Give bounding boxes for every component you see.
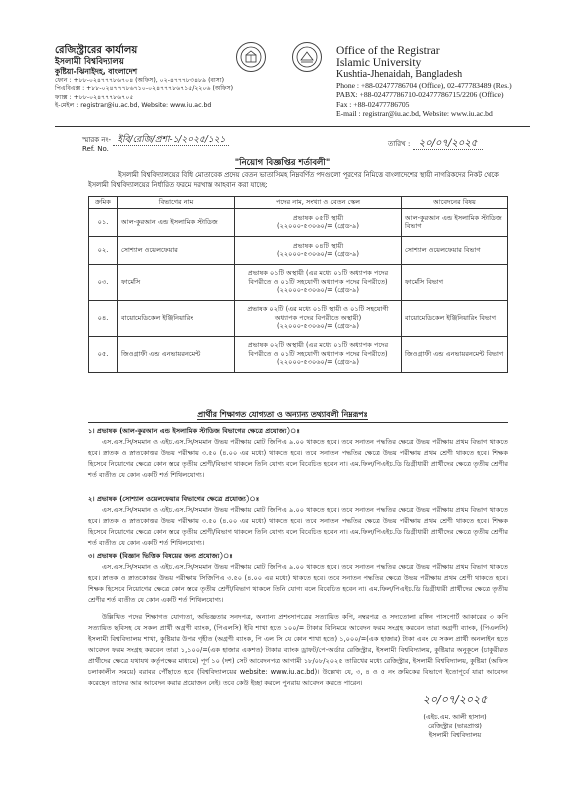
seal-icon xyxy=(240,46,262,68)
row-subject: জিওগ্রাফী এন্ড এনভায়রনমেন্ট বিভাগ xyxy=(402,336,508,372)
phone-bn: ফোন : +৮৮-০২৪৭৭৭৮৬৭০৪ (অফিস), ০২-৪৭৭৭৮৩৪৮৯ (বাসা) xyxy=(55,77,225,84)
university-name-bn: ইসলামী বিশ্ববিদ্যালয় xyxy=(55,57,124,67)
pabx-bn: পিএবিএক্স : +৮৮-০২৪৭৭৭৮৬৭১০-০২৪৭৭৭৮৬৭১৫/২২০৬ (অফিস) xyxy=(55,85,234,93)
row-serial: ০৫. xyxy=(89,336,118,372)
university-seal-logo xyxy=(236,42,266,72)
intro-paragraph: ইসলামী বিশ্ববিদ্যালয়ের বিধি মোতাবেক প্রদেয় বেতন ভাতাসিমহ নিম্নবর্ণিত পদগুলো পূরণের নিমিত্তে বাংলাদেশের স্থায়ী নাগরিকদের নিকট থেকে ইসলামী বিশ্ববিদ্যালয়ের নির্ধারিত ফরমে দরখাস্ত আহবান করা যাচ্ছে: xyxy=(88,171,499,189)
letterhead-bangla xyxy=(55,45,235,111)
qualification-divider xyxy=(88,422,508,423)
row-subject: বায়োমেডিকেল ইঞ্জিনিয়ারিং বিভাগ xyxy=(402,300,508,336)
emblem-icon xyxy=(296,46,318,68)
row-department: আল-কুরআন এন্ড ইসলামিক স্টাডিজ xyxy=(118,208,235,236)
ref-label: স্মারক নং- xyxy=(82,136,112,144)
posts-table xyxy=(88,196,508,373)
signature-block xyxy=(400,695,510,740)
section-3-heading: ৩। প্রভাষক (বিজ্ঞান ভিত্তিক বিষয়ের জন্য প্রযোজ্য)ঃ xyxy=(88,552,233,560)
col-post-pay: পদের নাম, সংখ্যা ও বেতন স্কেল xyxy=(235,197,402,209)
row-department: সোশ্যাল ওয়েলফেয়ার xyxy=(118,236,235,264)
letterhead-divider xyxy=(55,126,530,127)
fax-en: Fax : +88-02477786705 xyxy=(336,99,410,109)
notice-title: "নিয়োগ বিজ্ঞপ্তির শর্তাবলী" xyxy=(234,158,331,168)
row-post-pay: প্রভাষক ০২টি (এর মধ্যে ০১টি স্থায়ী ও ০১টি সহযোগী অধ্যাপক পদের বিপরীতে অস্থায়ী) (২২০০০-৫৩০৬০/= (গ্রেড-৯) xyxy=(235,300,402,336)
section-1-heading: ১। প্রভাষক (আল-কুরআন এন্ড ইসলামিক স্টাডিজ বিভাগের ক্ষেত্রে প্রযোজ্য)ঃ xyxy=(88,427,300,435)
email-en: E-mail : registrar@iu.ac.bd, Website: www.iu.ac.bd xyxy=(336,109,493,119)
date-label: তারিখ : xyxy=(388,140,411,148)
issue-date xyxy=(388,136,483,153)
application-instructions xyxy=(88,612,508,689)
col-serial: ক্রমিক xyxy=(89,197,118,209)
col-department: বিভাগের নাম xyxy=(118,197,235,209)
row-department: বায়োমেডিকেল ইঞ্জিনিয়ারিং xyxy=(118,300,235,336)
pabx-en: PABX: +88-02477786710-02477786715/2206 (Office) xyxy=(336,90,504,100)
row-serial: ০৪. xyxy=(89,300,118,336)
row-subject: সোশ্যাল ওয়েলফেয়ার বিভাগ xyxy=(402,236,508,264)
table-row xyxy=(89,300,508,336)
signatory-org: ইসলামী বিশ্ববিদ্যালয় xyxy=(428,731,482,739)
email-bn: ই-মেইল : registrar@iu.ac.bd, Website: www.iu.ac.bd xyxy=(55,102,212,110)
section-3 xyxy=(88,551,508,606)
table-header-row xyxy=(89,197,508,209)
university-emblem-logo xyxy=(292,42,322,72)
table-row xyxy=(89,336,508,372)
location-bn: কুষ্টিয়া-ঝিনাইদহ, বাংলাদেশ xyxy=(55,67,138,76)
row-subject: ফার্মেসি বিভাগ xyxy=(402,264,508,300)
location-en: Kushtia-Jhenaidah, Bangladesh xyxy=(336,69,463,80)
ref-value: ইবি/রেজি/প্রশা-১/২০২৫/১২১ xyxy=(113,135,229,146)
section-1-body: এস.এস.সি/সমমান ও এইচ.এস.সি/সমমান উভয় পরীক্ষায় মোট জিপিএ ৯.০০ থাকতে হবে। তবে সনাতন পদ্ধতির ক্ষেত্রে উভয় পরীক্ষায় প্রথম বিভাগ থাকতে হবে। স্নাতক ও স্নাতকোত্তর উভয় পরীক্ষায় ৩.৫০ (৪.০০ এর মধ্যে) থাকতে হবে। তবে সনাতন পদ্ধতির ক্ষেত্রে উভয় পরীক্ষায় প্রথম শ্রেণী থাকতে হবে। শিক্ষক হিসেবে নিয়োগের ক্ষেত্রে কোন স্তরে তৃতীয় শ্রেণী/বিভাগ থাকলে তিনি যোগ্য বলে বিবেচিত হবেন না। এম.ফিল/পিএইচ.ডি ডিগ্রীধারী প্রার্থীদের ক্ষেত্রে তৃতীয় শ্রেণীর শর্ত ব্যতীত যে কোন একটি শর্ত শিথিলযোগ্য। xyxy=(88,438,508,479)
row-post-pay: প্রভাষক ০৫টি স্থায়ী (২২০০০-৫৩০৬০/= (গ্রেড-৯) xyxy=(235,208,402,236)
section-3-body: এস.এস.সি/সমমান ও এইচ.এস.সি/সমমান উভয় পরীক্ষায় মোট জিপিএ ৯.০০ থাকতে হবে। তবে সনাতন পদ্ধতির ক্ষেত্রে উভয় পরীক্ষায় প্রথম বিভাগ থাকতে হবে। স্নাতক ও স্নাতকোত্তর উভয় পরীক্ষায় সিজিপিএ ৩.৫০ (৪.০০ এর মধ্যে) থাকতে হবে। তবে সনাতন পদ্ধতির ক্ষেত্রে উভয় পরীক্ষায় প্রথম শ্রেণী থাকতে হবে। শিক্ষক হিসেবে নিয়োগের ক্ষেত্রে কোন স্তরে তৃতীয় শ্রেণী/বিভাগ থাকলে তিনি যোগ্য বলে বিবেচিত হবেন না। এম.ফিল/পিএইচ.ডি ডিগ্রীধারী প্রার্থীদের ক্ষেত্রে তৃতীয় শ্রেণীর শর্ত ব্যতীত যে কোন একটি শর্ত শিথিলযোগ্য। xyxy=(88,563,508,604)
table-row xyxy=(89,236,508,264)
col-subject: আবেদনের বিষয় xyxy=(402,197,508,209)
row-department: জিওগ্রাফী এন্ড এনভায়রনমেন্ট xyxy=(118,336,235,372)
fax-bn: ফ্যাক্স : +৮৮-০২৪৭৭৭৮৬৭০৫ xyxy=(55,93,134,101)
section-2-heading: ২। প্রভাষক (সোশ্যাল ওয়েলফেয়ার বিভাগের ক্ষেত্রে প্রযোজ্য)ঃ xyxy=(88,495,260,503)
row-serial: ০৩. xyxy=(89,264,118,300)
date-value: ২০/০৭/২০২৫ xyxy=(413,138,484,150)
ref-label-en: Ref. No. xyxy=(82,145,109,153)
section-2-body: এস.এস.সি/সমমান ও এইচ.এস.সি/সমমান উভয় পরীক্ষায় মোট জিপিএ ৯.০০ থাকতে হবে। তবে সনাতন পদ্ধতির ক্ষেত্রে উভয় পরীক্ষায় প্রথম বিভাগ থাকতে হবে। স্নাতক ও স্নাতকোত্তর উভয় পরীক্ষায় ৩.৫০ (৪.০০ এর মধ্যে) থাকতে হবে। তবে সনাতন পদ্ধতির ক্ষেত্রে উভয় পরীক্ষায় প্রথম শ্রেণী থাকতে হবে। শিক্ষক হিসেবে নিয়োগের ক্ষেত্রে কোন স্তরে তৃতীয় শ্রেণী/বিভাগ থাকলে তিনি যোগ্য বলে বিবেচিত হবেন না। এম.ফিল/পিএইচ.ডি ডিগ্রীধারী প্রার্থীদের ক্ষেত্রে তৃতীয় শ্রেণীর শর্ত ব্যতীত যে কোন একটি শর্ত শিথিলযোগ্য। xyxy=(88,506,508,547)
reference-number xyxy=(82,136,229,154)
office-name-bn: রেজিস্ট্রারের কার্যালয় xyxy=(55,45,138,56)
section-2 xyxy=(88,494,508,549)
signature-date: ২০/০৭/২০২৫ xyxy=(422,693,488,706)
table-row xyxy=(89,208,508,236)
office-name-en: Office of the Registrar xyxy=(336,45,440,57)
university-name-en: Islamic University xyxy=(336,57,422,69)
row-post-pay: প্রভাষক ০২টি অস্থায়ী (এর মধ্যে ০১টি অধ্যাপক পদের বিপরীতে ও ০১টি সহযোগী অধ্যাপক পদের বিপরীতে) (২২০০০-৫৩০৬০/= (গ্রেড-৯) xyxy=(235,336,402,372)
signatory-title: রেজিস্ট্রার (ভারপ্রাপ্ত) xyxy=(428,722,482,730)
section-1 xyxy=(88,426,508,481)
row-serial: ০২. xyxy=(89,236,118,264)
row-department: ফার্মেসি xyxy=(118,264,235,300)
row-serial: ০১. xyxy=(89,208,118,236)
letterhead-english xyxy=(336,45,546,119)
row-post-pay: প্রভাষক ০৪টি স্থায়ী (২২০০০-৫৩০৬০/= (গ্রেড-৯) xyxy=(235,236,402,264)
signatory-name: (এইচ.এম. আলী হাসান) xyxy=(423,713,487,721)
phone-en: Phone : +88-02477786704 (Office), 02-477783489 (Res.) xyxy=(336,81,512,90)
application-body: উল্লিখিত পদের শিক্ষাগত যোগ্যতা, অভিজ্ঞতার সনদপত্র, অন্যান্য প্রশংসাপত্রের সত্যায়িত কপি, নম্বরপত্র ও সদ্যতোলা রঙ্গিন পাসপোর্ট আকারের ৩ কপি সত্যায়িত ছবিসহ যে সকল প্রার্থী অগ্রণী ব্যাংক, (পিএলসি) ইবি শাখা হতে ১০০/= টাকার বিনিময়ে আবেদন ফরম সংগ্রহ করবেন তারা অগ্রণী ব্যাংক, (পিএলসি) ইসলামী বিশ্ববিদ্যালয় শাখা, কুষ্টিয়ার উপর গৃহীত (অগ্রণী ব্যাংক, পি এল সি যে কোন শাখা হতে) ১,০০০/=(এক হাজার) টাকা এবং যে সকল প্রার্থী অনলাইন হতে আবেদন ফরম সংগ্রহ করবেন তারা ১,১০০/=(এক হাজার একশত) টাকার ব্যাংক ড্রাফট/পে-অর্ডার রেজিস্ট্রার, ইসলামী বিশ্ববিদ্যালয়, কুষ্টিয়ার অনুকূলে (চাকুরীরত প্রার্থীদের ক্ষেত্রে যথাযথ কর্তৃপক্ষের মাধ্যমে) পূর্ণ ১০ (দশ) সেট আবেদনপত্র আগামী ১৮/০৮/২০২৫ তারিখের মধ্যে রেজিস্ট্রার, ইসলামী বিশ্ববিদ্যালয়, কুষ্টিয়া (অফিস চলাকালীন সময়ে) বরাবর পৌঁছাতে হবে (বিশ্ববিদ্যালয়ের website: www.iu.ac.bd)। উল্লেখ্য যে, ৩, ৪ ও ৫ নং ক্রমিকের বিভাগে ইতোপূর্বে যারা আবেদন করেছেন তাদের আর আবেদন করার প্রয়োজন নেই। তবে কেউ ইচ্ছা করলে পুনরায় আবেদন করতে পারেন। xyxy=(88,613,508,687)
row-subject: আল-কুরআন এন্ড ইসলামিক স্টাডিজ বিভাগ xyxy=(402,208,508,236)
qualification-heading: প্রার্থীর শিক্ষাগত যোগ্যতা ও অন্যান্য তথ্যাবলী নিম্নরূপঃ xyxy=(197,410,368,419)
row-post-pay: প্রভাষক ০১টি অস্থায়ী (এর মধ্যে ০১টি অধ্যাপক পদের বিপরীতে ও ০১টি সহযোগী অধ্যাপক পদের বিপরীতে) (২২০০০-৫৩০৬০/= (গ্রেড-৯) xyxy=(235,264,402,300)
table-row xyxy=(89,264,508,300)
